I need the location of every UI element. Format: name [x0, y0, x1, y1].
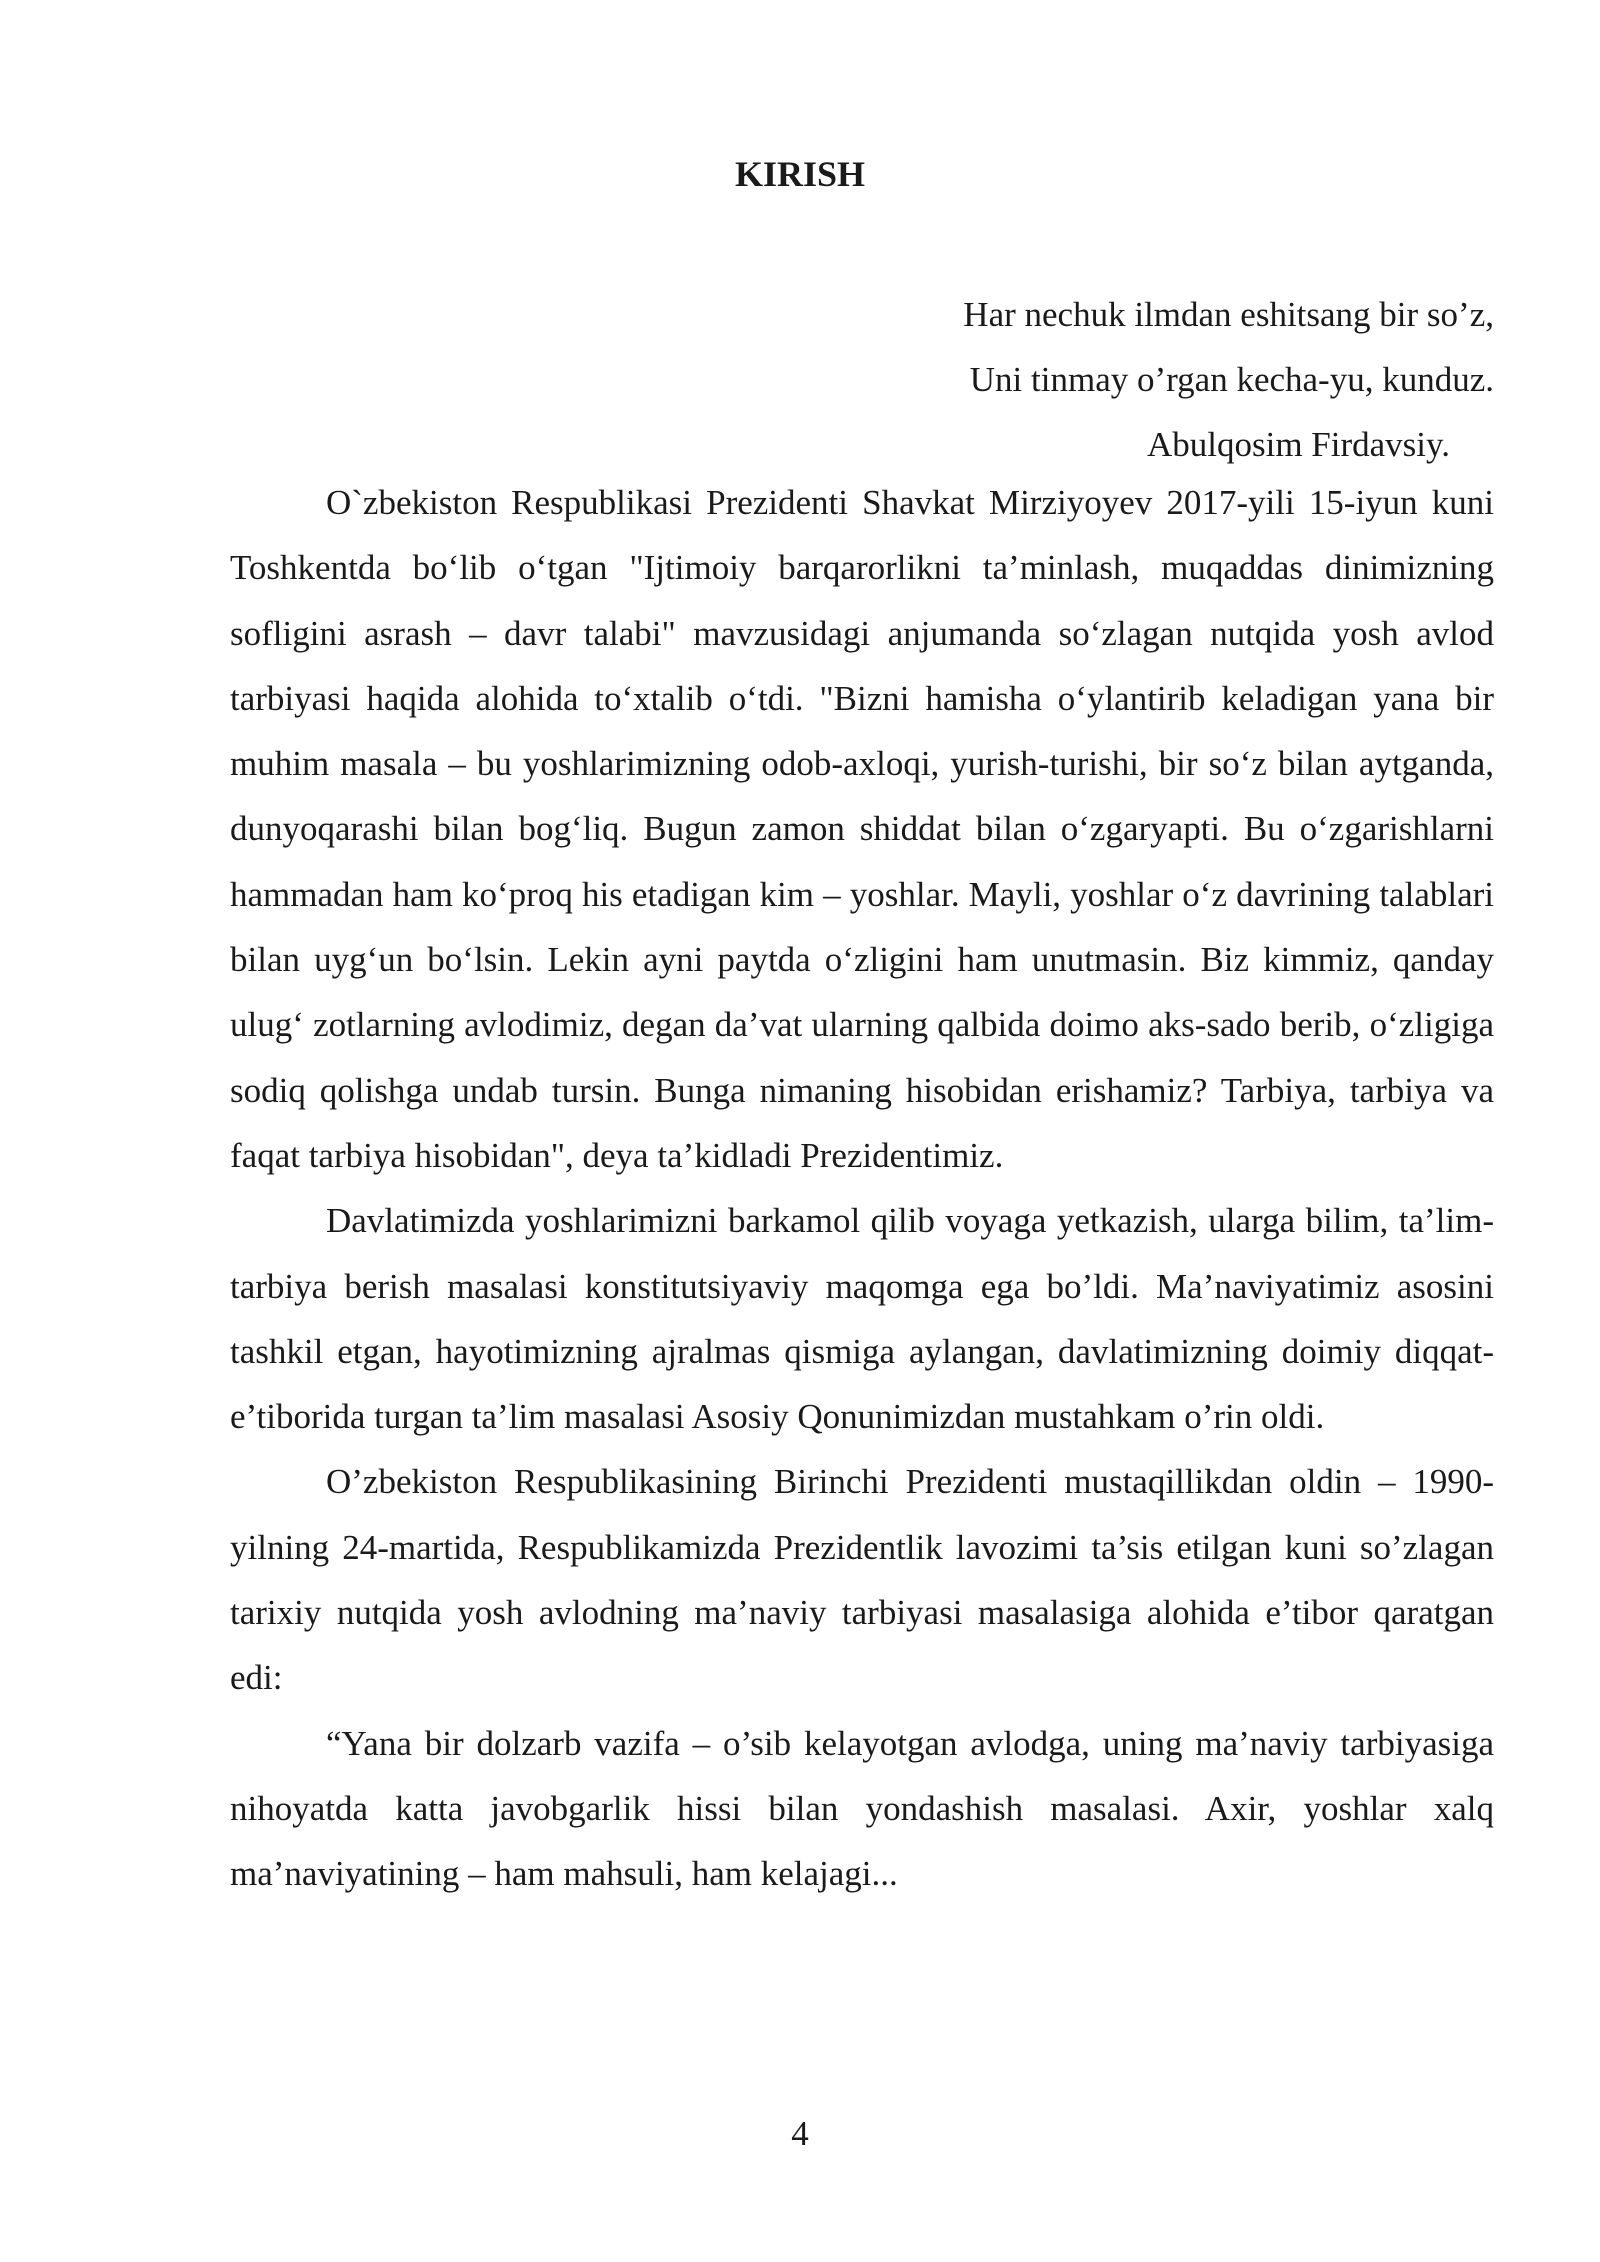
page-number: 4	[791, 2114, 809, 2153]
paragraph-3: O’zbekiston Respublikasining Birinchi Prezidenti mustaqillikdan oldin – 1990-yilning 24-martida, Respublikamizda Prezidentlik lavozimi ta’sis etilgan kuni so’zlagan tarixiy nutqida yosh avlodning ma’naviy tarbiyasi masalasiga alohida e’tibor qaratgan edi:	[230, 1462, 1494, 1698]
epigraph-line-2: Uni tinmay o’rgan kecha-yu, kunduz.	[969, 360, 1494, 399]
epigraph-line-1: Har nechuk ilmdan eshitsang bir so’z,	[963, 295, 1494, 334]
epigraph	[694, 282, 1494, 477]
paragraph-2: Davlatimizda yoshlarimizni barkamol qilib voyaga yetkazish, ularga bilim, ta’lim-tarbiya berish masalasi konstitutsiyaviy maqomga ega bo’ldi. Ma’naviyatimiz asosini tashkil etgan, hayotimizning ajralmas qismiga aylangan, davlatimizning doimiy diqqat-e’tiborida turgan ta’lim masalasi Asosiy Qonunimizdan mustahkam o’rin oldi.	[230, 1201, 1494, 1437]
paragraph-1: O`zbekiston Respublikasi Prezidenti Shavkat Mirziyoyev 2017-yili 15-iyun kuni Toshkentda bo‘lib o‘tgan "Ijtimoiy barqarorlikni ta’minlash, muqaddas dinimizning sofligini asrash – davr talabi" mavzusidagi anjumanda so‘zlagan nutqida yosh avlod tarbiyasi haqida alohida to‘xtalib o‘tdi. "Bizni hamisha o‘ylantirib keladigan yana bir muhim masala – bu yoshlarimizning odob-axloqi, yurish-turishi, bir so‘z bilan aytganda, dunyoqarashi bilan bog‘liq. Bugun zamon shiddat bilan o‘zgaryapti. Bu o‘zgarishlarni hammadan ham ko‘proq his etadigan kim – yoshlar. Mayli, yoshlar o‘z davrining talablari bilan uyg‘un bo‘lsin. Lekin ayni paytda o‘zligini ham unutmasin. Biz kimmiz, qanday ulug‘ zotlarning avlodimiz, degan da’vat ularning qalbida doimo aks-sado berib, o‘zligiga sodiq qolishga undab tursin. Bunga nimaning hisobidan erishamiz? Tarbiya, tarbiya va faqat tarbiya hisobidan", deya ta’kidladi Prezidentimiz.	[230, 483, 1494, 1175]
epigraph-author: Abulqosim Firdavsiy.	[1146, 425, 1450, 464]
page-title: KIRISH	[734, 154, 866, 194]
paragraph-4: “Yana bir dolzarb vazifa – o’sib kelayotgan avlodga, uning ma’naviy tarbiyasiga nihoyatda katta javobgarlik hissi bilan yondashish masalasi. Axir, yoshlar xalq ma’naviyatining – ham mahsuli, ham kelajagi...	[230, 1723, 1494, 1894]
body-text	[230, 470, 1494, 1907]
